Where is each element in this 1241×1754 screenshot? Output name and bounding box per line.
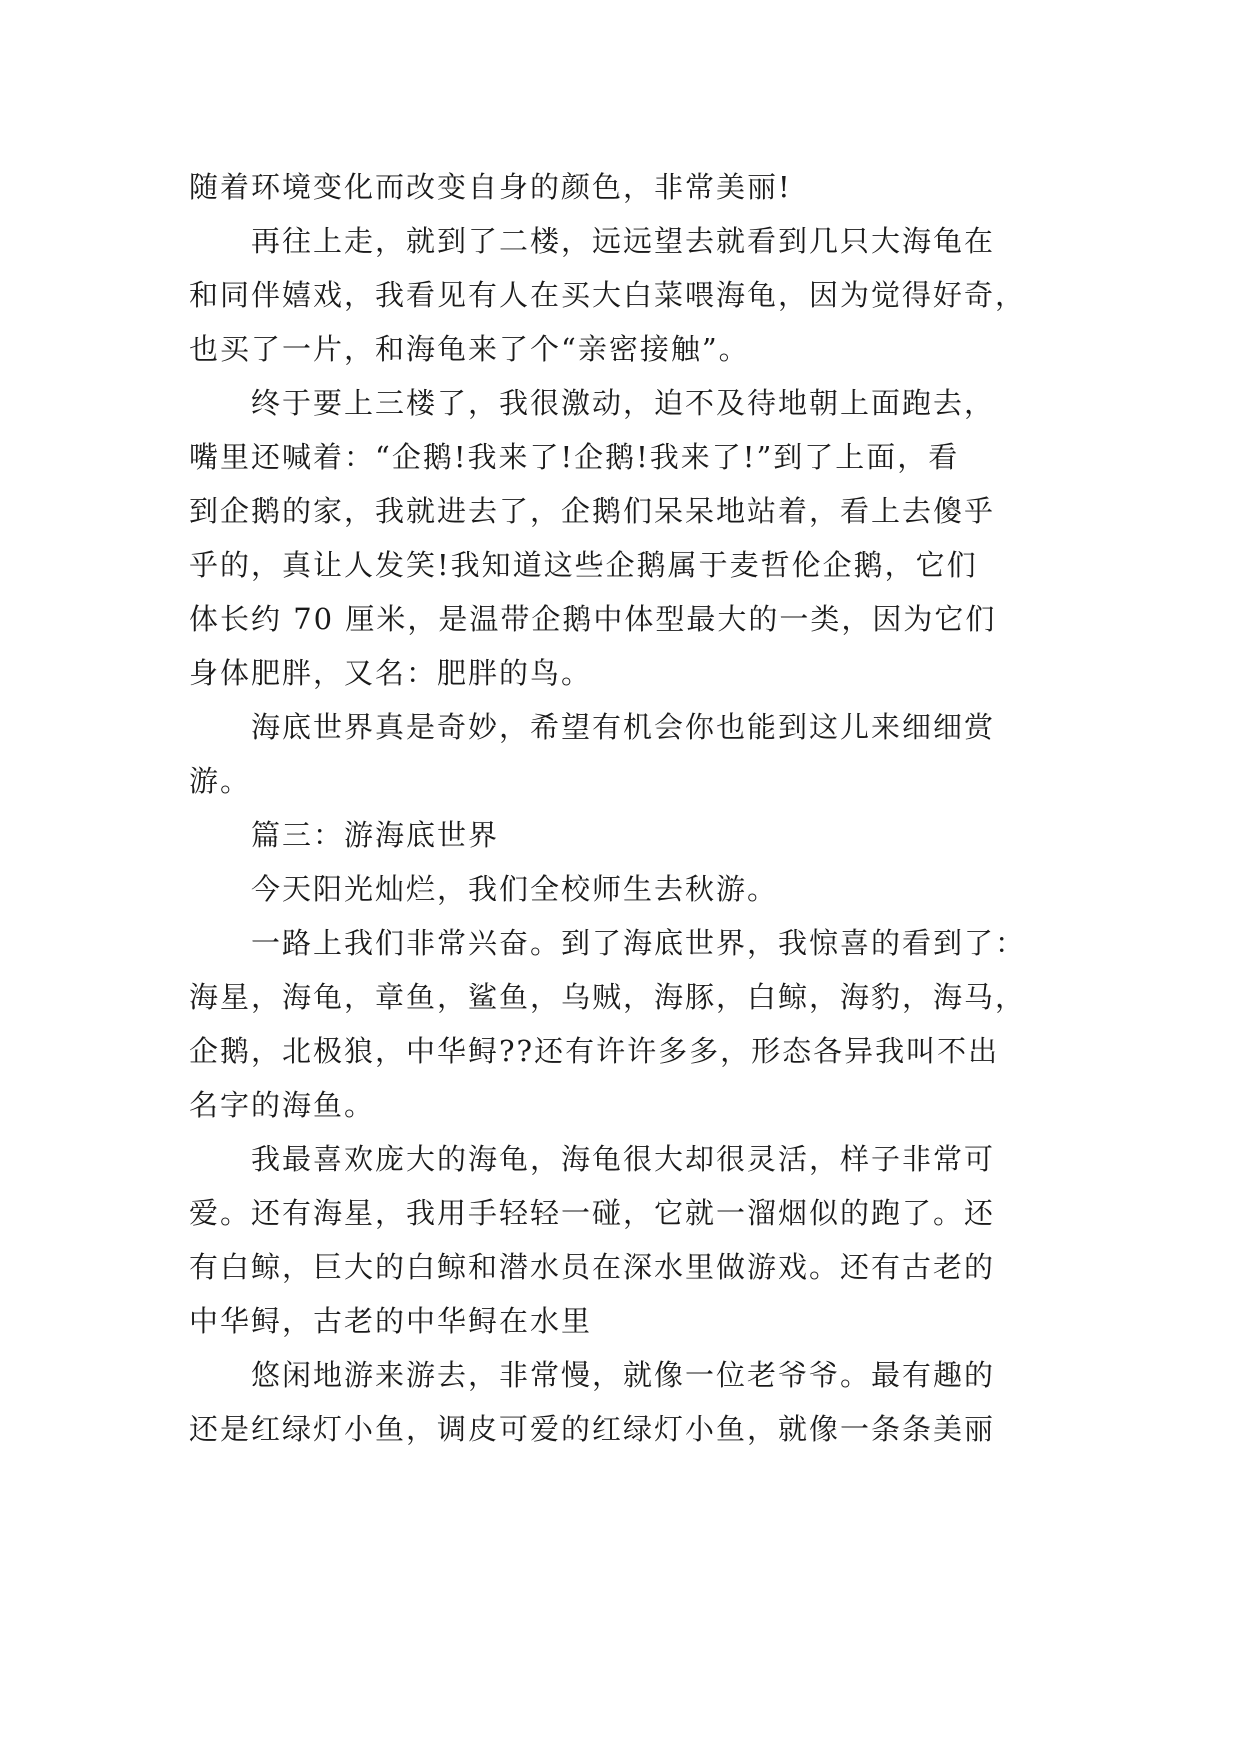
text-line: 海星，海龟，章鱼，鲨鱼，乌贼，海豚，白鲸，海豹，海马， — [189, 980, 1027, 1014]
text-line: 爱。还有海星，我用手轻轻一碰，它就一溜烟似的跑了。还 — [189, 1196, 996, 1230]
text-line: 再往上走，就到了二楼，远远望去就看到几只大海龟在 — [251, 224, 996, 258]
text-line: 我最喜欢庞大的海龟，海龟很大却很灵活，样子非常可 — [251, 1142, 996, 1176]
text-line: 乎的，真让人发笑!我知道这些企鹅属于麦哲伦企鹅，它们 — [189, 548, 978, 582]
text-line: 名字的海鱼。 — [189, 1088, 376, 1122]
text-line: 游。 — [189, 764, 252, 798]
document-body — [189, 160, 1059, 1456]
section-heading: 篇三：游海底世界 — [251, 818, 500, 852]
text-line: 身体肥胖，又名：肥胖的鸟。 — [189, 656, 593, 690]
text-line: 也买了一片，和海龟来了个“亲密接触”。 — [189, 332, 750, 366]
text-line: 企鹅，北极狼，中华鲟??还有许许多多，形态各异我叫不出 — [189, 1034, 1000, 1068]
text-line: 还是红绿灯小鱼，调皮可爱的红绿灯小鱼，就像一条条美丽 — [189, 1412, 996, 1446]
text-line: 有白鲸，巨大的白鲸和潜水员在深水里做游戏。还有古老的 — [189, 1250, 996, 1284]
text-line: 中华鲟，古老的中华鲟在水里 — [189, 1304, 593, 1338]
text-line: 到企鹅的家，我就进去了，企鹅们呆呆地站着，看上去傻乎 — [189, 494, 996, 528]
text-line: 体长约 70 厘米，是温带企鹅中体型最大的一类，因为它们 — [189, 602, 997, 636]
text-line: 终于要上三楼了，我很激动，迫不及待地朝上面跑去， — [251, 386, 996, 420]
text-line: 和同伴嬉戏，我看见有人在买大白菜喂海龟，因为觉得好奇， — [189, 278, 1027, 312]
text-line: 嘴里还喊着：“企鹅!我来了!企鹅!我来了!”到了上面，看 — [189, 440, 960, 474]
text-line: 今天阳光灿烂，我们全校师生去秋游。 — [251, 872, 779, 906]
text-line: 一路上我们非常兴奋。到了海底世界，我惊喜的看到了： — [251, 926, 1027, 960]
text-line: 海底世界真是奇妙，希望有机会你也能到这儿来细细赏 — [251, 710, 996, 744]
text-line: 悠闲地游来游去，非常慢，就像一位老爷爷。最有趣的 — [251, 1358, 996, 1392]
text-line: 随着环境变化而改变自身的颜色，非常美丽! — [189, 170, 792, 204]
